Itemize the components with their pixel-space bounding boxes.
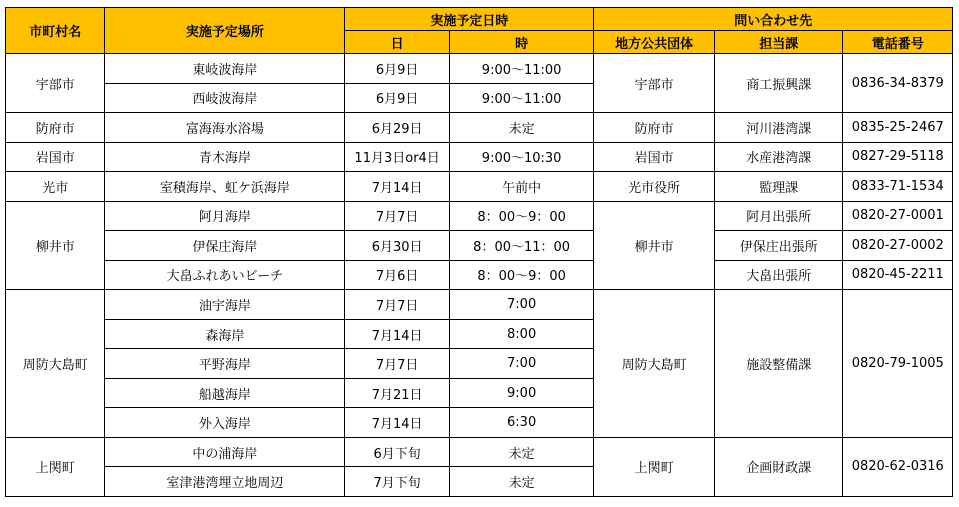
cell-date: 6月9日 [345, 83, 449, 113]
cell-time: 9:00～11:00 [449, 83, 594, 113]
cell-municipality: 宇部市 [6, 54, 105, 113]
cell-time: 9:00～11:00 [449, 54, 594, 84]
cell-date: 7月14日 [345, 172, 449, 202]
cell-phone: 0836-34-8379 [843, 54, 953, 113]
cell-time: 7:00 [449, 349, 594, 379]
cell-dept: 監理課 [714, 172, 843, 202]
cell-time: 6:30 [449, 408, 594, 438]
table-body [6, 54, 953, 497]
cell-date: 7月7日 [345, 290, 449, 320]
cell-phone: 0820-45-2211 [843, 260, 953, 290]
header-time: 時 [449, 31, 594, 54]
header-municipality: 市町村名 [6, 8, 105, 54]
cell-municipality: 光市 [6, 172, 105, 202]
cell-phone: 0835-25-2467 [843, 113, 953, 143]
cell-location: 西岐波海岸 [105, 83, 345, 113]
cell-org: 柳井市 [594, 201, 715, 290]
table-header [6, 8, 953, 54]
table-row [6, 54, 953, 84]
cell-time: 未定 [449, 113, 594, 143]
cell-location: 富海海水浴場 [105, 113, 345, 143]
cell-dept: 河川港湾課 [714, 113, 843, 143]
table-row [6, 231, 953, 261]
cell-dept: 企画財政課 [714, 437, 843, 496]
cell-time: 8：00～9：00 [449, 260, 594, 290]
cell-org: 周防大島町 [594, 290, 715, 438]
header-date: 日 [345, 31, 449, 54]
cell-date: 7月6日 [345, 260, 449, 290]
cell-date: 7月7日 [345, 349, 449, 379]
cell-org: 岩国市 [594, 142, 715, 172]
cell-dept: 商工振興課 [714, 54, 843, 113]
header-contact: 問い合わせ先 [594, 8, 953, 31]
cell-phone: 0820-27-0001 [843, 201, 953, 231]
cell-dept: 施設整備課 [714, 290, 843, 438]
cell-dept: 大畠出張所 [714, 260, 843, 290]
cell-location: 伊保庄海岸 [105, 231, 345, 261]
cell-municipality: 防府市 [6, 113, 105, 143]
cell-location: 室積海岸、虹ケ浜海岸 [105, 172, 345, 202]
cell-location: 大畠ふれあいビーチ [105, 260, 345, 290]
table-row [6, 142, 953, 172]
cell-org: 防府市 [594, 113, 715, 143]
cell-municipality: 岩国市 [6, 142, 105, 172]
table-row [6, 113, 953, 143]
cell-time: 未定 [449, 437, 594, 467]
cell-org: 光市役所 [594, 172, 715, 202]
cell-phone: 0820-79-1005 [843, 290, 953, 438]
cell-location: 青木海岸 [105, 142, 345, 172]
header-location: 実施予定場所 [105, 8, 345, 54]
cell-municipality: 柳井市 [6, 201, 105, 290]
cell-location: 中の浦海岸 [105, 437, 345, 467]
cell-location: 外入海岸 [105, 408, 345, 438]
cell-phone: 0833-71-1534 [843, 172, 953, 202]
table-row [6, 290, 953, 320]
cell-time: 午前中 [449, 172, 594, 202]
cell-dept: 伊保庄出張所 [714, 231, 843, 261]
cell-date: 6月下旬 [345, 437, 449, 467]
cell-time: 9:00～10:30 [449, 142, 594, 172]
cell-dept: 阿月出張所 [714, 201, 843, 231]
cell-phone: 0820-62-0316 [843, 437, 953, 496]
cell-location: 油宇海岸 [105, 290, 345, 320]
cell-time: 8:00 [449, 319, 594, 349]
cell-dept: 水産港湾課 [714, 142, 843, 172]
cell-org: 宇部市 [594, 54, 715, 113]
cell-date: 7月下旬 [345, 467, 449, 497]
schedule-table [5, 7, 953, 497]
cell-location: 船越海岸 [105, 378, 345, 408]
cell-date: 6月9日 [345, 54, 449, 84]
cell-municipality: 周防大島町 [6, 290, 105, 438]
table-row [6, 172, 953, 202]
cell-org: 上関町 [594, 437, 715, 496]
cell-time: 未定 [449, 467, 594, 497]
cell-date: 6月30日 [345, 231, 449, 261]
cell-date: 11月3日or4日 [345, 142, 449, 172]
cell-time: 9:00 [449, 378, 594, 408]
table-row [6, 201, 953, 231]
table-row [6, 260, 953, 290]
cell-time: 8：00～11：00 [449, 231, 594, 261]
cell-phone: 0820-27-0002 [843, 231, 953, 261]
cell-date: 7月7日 [345, 201, 449, 231]
header-dept: 担当課 [714, 31, 843, 54]
cell-date: 7月21日 [345, 378, 449, 408]
cell-date: 7月14日 [345, 319, 449, 349]
cell-location: 森海岸 [105, 319, 345, 349]
cell-date: 6月29日 [345, 113, 449, 143]
cell-date: 7月14日 [345, 408, 449, 438]
cell-municipality: 上関町 [6, 437, 105, 496]
cell-location: 平野海岸 [105, 349, 345, 379]
cell-location: 阿月海岸 [105, 201, 345, 231]
cell-phone: 0827-29-5118 [843, 142, 953, 172]
table-row [6, 437, 953, 467]
header-org: 地方公共団体 [594, 31, 715, 54]
cell-time: 8：00～9：00 [449, 201, 594, 231]
cell-location: 室津港湾埋立地周辺 [105, 467, 345, 497]
cell-time: 7:00 [449, 290, 594, 320]
header-phone: 電話番号 [843, 31, 953, 54]
header-schedule: 実施予定日時 [345, 8, 594, 31]
cell-location: 東岐波海岸 [105, 54, 345, 84]
